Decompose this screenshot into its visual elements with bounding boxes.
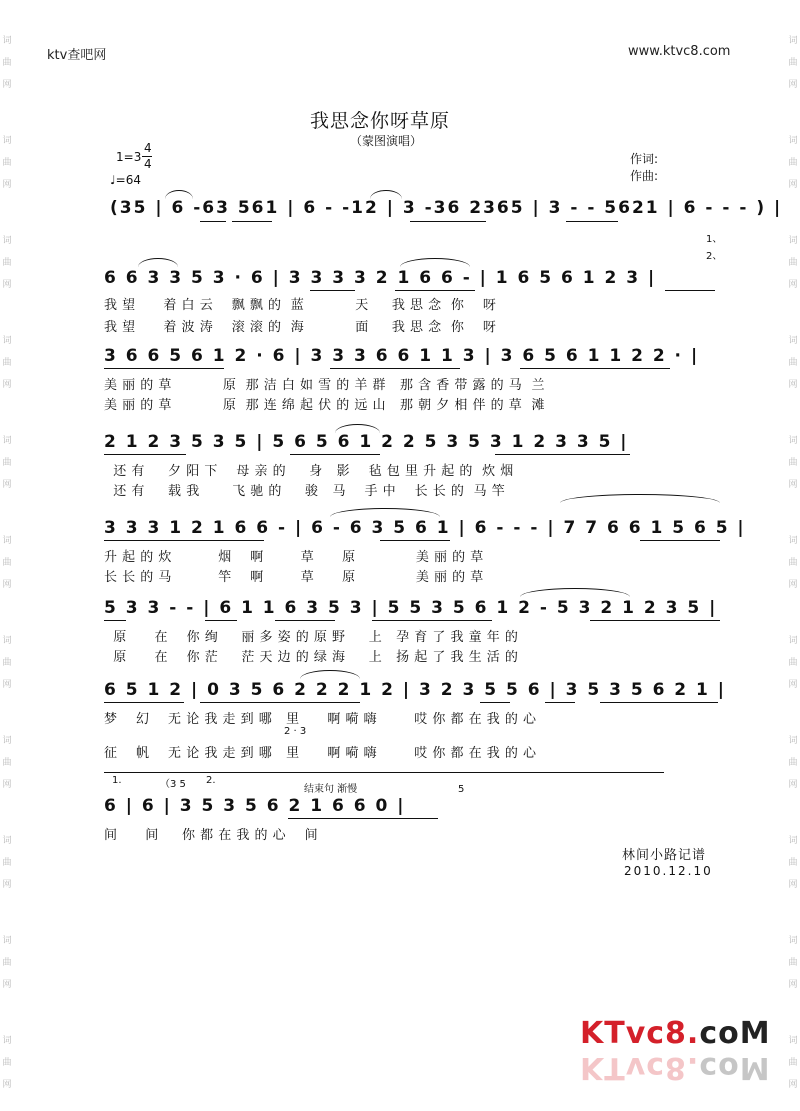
watermark-glyph: 曲 xyxy=(2,1058,12,1068)
watermark-glyph: 网 xyxy=(2,80,12,90)
watermark-glyph: 词 xyxy=(2,236,12,246)
watermark-glyph: 词 xyxy=(2,636,12,646)
volta-1-notes: （3 5 xyxy=(160,779,186,790)
key-signature: 1=3 xyxy=(116,150,142,164)
logo-reflection-dark: coM xyxy=(699,1050,771,1085)
watermark-glyph: 词 xyxy=(788,836,798,846)
watermark-glyph: 曲 xyxy=(788,958,798,968)
volta-bracket-line xyxy=(104,772,664,773)
watermark-glyph: 网 xyxy=(788,480,798,490)
notes-row-4: 3 3 3 1 2 1 6 6 - | 6 - 6 3 5 6 1 | 6 - - - | 7 7 6 6 1 5 6 5 | xyxy=(104,518,746,538)
watermark-glyph: 曲 xyxy=(788,558,798,568)
notes-row-3: 2 1 2 3 5 3 5 | 5 6 5 6 1 2 2 5 3 5 3 1 2 3 3 5 | xyxy=(104,432,629,452)
underline-beam xyxy=(288,818,438,819)
underline-beam xyxy=(104,702,184,703)
watermark-glyph: 网 xyxy=(2,180,12,190)
underline-beam xyxy=(410,221,486,222)
volta-2-label: 2. xyxy=(206,775,216,786)
watermark-glyph: 曲 xyxy=(788,658,798,668)
watermark-glyph: 网 xyxy=(2,680,12,690)
slur xyxy=(165,190,193,199)
watermark-glyph: 词 xyxy=(2,436,12,446)
lyrics-row-2-verse-2: 美 丽 的 草 原 那 连 绵 起 伏 的 远 山 那 朝 夕 相 伴 的 草 滩 xyxy=(104,398,545,413)
slur xyxy=(370,190,402,199)
watermark-glyph: 曲 xyxy=(2,258,12,268)
watermark-glyph: 曲 xyxy=(788,358,798,368)
watermark-glyph: 曲 xyxy=(2,58,12,68)
slur xyxy=(400,258,470,267)
lyrics-row-3-verse-2: 还 有 载 我 飞 驰 的 骏 马 手 中 长 长 的 马 竿 xyxy=(104,484,506,499)
watermark-glyph: 网 xyxy=(788,280,798,290)
transcriber-name: 林间小路记谱 xyxy=(622,848,707,863)
watermark-glyph: 曲 xyxy=(2,658,12,668)
watermark-glyph: 词 xyxy=(788,736,798,746)
watermark-glyph: 网 xyxy=(788,780,798,790)
underline-beam xyxy=(104,540,264,541)
lyrics-row-2-verse-1: 美 丽 的 草 原 那 洁 白 如 雪 的 羊 群 那 含 香 带 露 的 马 兰 xyxy=(104,378,545,393)
underline-beam xyxy=(310,290,355,291)
ktvc8-logo xyxy=(580,1016,771,1051)
underline-beam xyxy=(104,454,186,455)
watermark-glyph: 曲 xyxy=(2,458,12,468)
volta-1-label: 1. xyxy=(112,775,122,786)
slur xyxy=(330,508,440,517)
slur xyxy=(520,588,630,597)
watermark-glyph: 网 xyxy=(2,380,12,390)
watermark-glyph: 词 xyxy=(2,36,12,46)
lyrics-row-1-verse-1: 我 望 着 白 云 飘 飘 的 蓝 天 我 思 念 你 呀 xyxy=(104,298,497,313)
underline-beam xyxy=(566,221,618,222)
watermark-glyph: 曲 xyxy=(788,1058,798,1068)
slur xyxy=(300,670,360,679)
watermark-glyph: 曲 xyxy=(2,558,12,568)
song-subtitle: （蒙图演唱） xyxy=(350,134,423,148)
composer-label: 作曲: xyxy=(630,169,659,183)
lyrics-row-4-verse-1: 升 起 的 炊 烟 啊 草 原 美 丽 的 草 xyxy=(104,550,484,565)
watermark-glyph: 词 xyxy=(788,936,798,946)
slur xyxy=(335,424,380,433)
underline-beam xyxy=(275,620,335,621)
watermark-glyph: 网 xyxy=(2,880,12,890)
watermark-glyph: 词 xyxy=(788,336,798,346)
watermark-glyph: 词 xyxy=(788,236,798,246)
coda-label: 结束句 渐慢 xyxy=(304,784,358,795)
watermark-glyph: 词 xyxy=(788,636,798,646)
watermark-glyph: 曲 xyxy=(788,858,798,868)
underline-beam xyxy=(495,454,630,455)
watermark-glyph: 曲 xyxy=(2,858,12,868)
watermark-glyph: 网 xyxy=(788,180,798,190)
underline-beam xyxy=(480,702,510,703)
watermark-glyph: 词 xyxy=(2,836,12,846)
site-url-right: www.ktvc8.com xyxy=(628,44,731,59)
alternate-notes: 2 · 3 xyxy=(284,726,307,737)
watermark-glyph: 曲 xyxy=(788,758,798,768)
lyrics-row-3-verse-1: 还 有 夕 阳 下 母 亲 的 身 影 毡 包 里 升 起 的 炊 烟 xyxy=(104,464,514,479)
watermark-glyph: 网 xyxy=(788,80,798,90)
underline-beam xyxy=(665,290,715,291)
watermark-glyph: 曲 xyxy=(2,758,12,768)
watermark-glyph: 词 xyxy=(788,136,798,146)
notes-row-1: 6 6 3 3 5 3 · 6 | 3 3 3 3 2 1 6 6 - | 1 6 5 6 1 2 3 | xyxy=(104,268,657,288)
logo-reflection-red: KTvc8. xyxy=(580,1050,700,1085)
watermark-glyph: 网 xyxy=(788,680,798,690)
left-watermark-strip xyxy=(0,0,14,1111)
watermark-glyph: 词 xyxy=(2,336,12,346)
underline-beam xyxy=(640,540,720,541)
transcription-date: 2010.12.10 xyxy=(624,864,713,878)
watermark-glyph: 词 xyxy=(788,436,798,446)
watermark-glyph: 网 xyxy=(2,980,12,990)
underline-beam xyxy=(520,368,670,369)
lyrics-row-5-verse-2: 原 在 你 茫 茫 天 边 的 绿 海 上 扬 起 了 我 生 活 的 xyxy=(104,650,519,665)
slur xyxy=(138,258,178,267)
watermark-glyph: 网 xyxy=(788,380,798,390)
logo-text-dark: coM xyxy=(699,1016,771,1051)
watermark-glyph: 曲 xyxy=(788,458,798,468)
underline-beam xyxy=(380,540,450,541)
logo-text-red: KTvc8. xyxy=(580,1016,700,1051)
intro-notes: (35 | 6 -63 561 | 6 - -12 | 3 -36 2365 | 3 - - 5621 | 6 - - - ) | xyxy=(110,198,783,218)
tempo-marking: ♩=64 xyxy=(110,173,141,187)
underline-beam xyxy=(545,702,575,703)
underline-beam xyxy=(600,702,718,703)
watermark-glyph: 网 xyxy=(788,580,798,590)
underline-beam xyxy=(205,620,237,621)
underline-beam xyxy=(372,620,492,621)
watermark-glyph: 曲 xyxy=(788,258,798,268)
lyrics-row-4-verse-2: 长 长 的 马 竿 啊 草 原 美 丽 的 草 xyxy=(104,570,484,585)
watermark-glyph: 词 xyxy=(788,36,798,46)
lyrics-row-1-verse-2: 我 望 着 波 涛 滚 滚 的 海 面 我 思 念 你 呀 xyxy=(104,320,497,335)
watermark-glyph: 词 xyxy=(2,1036,12,1046)
watermark-glyph: 词 xyxy=(2,136,12,146)
watermark-glyph: 网 xyxy=(2,580,12,590)
lyrics-row-6-verse-1: 梦 幻 无 论 我 走 到 哪 里 啊 嗬 嗨 哎 你 都 在 我 的 心 xyxy=(104,712,537,727)
watermark-glyph: 曲 xyxy=(2,358,12,368)
underline-beam xyxy=(330,368,460,369)
song-title: 我思念你呀草原 xyxy=(310,110,451,132)
watermark-glyph: 曲 xyxy=(2,958,12,968)
watermark-glyph: 曲 xyxy=(2,158,12,168)
lyrics-row-6-verse-2: 征 帆 无 论 我 走 到 哪 里 啊 嗬 嗨 哎 你 都 在 我 的 心 xyxy=(104,746,537,761)
site-name-left: ktv查吧网 xyxy=(47,48,107,63)
verse-mark-1: 1、 xyxy=(706,234,723,245)
underline-beam xyxy=(232,221,272,222)
notes-row-7: 6 | 6 | 3 5 3 5 6 2 1 6 6 0 | xyxy=(104,796,406,816)
notes-row-6: 6 5 1 2 | 0 3 5 6 2 2 2 1 2 | 3 2 3 5 5 6 | 3 5 3 5 6 2 1 | xyxy=(104,680,727,700)
watermark-glyph: 词 xyxy=(2,936,12,946)
watermark-glyph: 网 xyxy=(788,980,798,990)
watermark-glyph: 网 xyxy=(2,1080,12,1090)
underline-beam xyxy=(395,290,475,291)
lyricist-label: 作词: xyxy=(630,152,659,166)
underline-beam xyxy=(104,368,224,369)
watermark-glyph: 曲 xyxy=(788,58,798,68)
right-watermark-strip xyxy=(786,0,800,1111)
underline-beam xyxy=(590,620,720,621)
verse-mark-2: 2、 xyxy=(706,251,723,262)
grace-note: 5 xyxy=(458,784,465,795)
watermark-glyph: 网 xyxy=(2,480,12,490)
underline-beam xyxy=(200,702,360,703)
ktvc8-logo-reflection xyxy=(580,1050,771,1085)
watermark-glyph: 网 xyxy=(2,280,12,290)
watermark-glyph: 词 xyxy=(788,1036,798,1046)
watermark-glyph: 网 xyxy=(788,1080,798,1090)
slur xyxy=(560,494,720,503)
watermark-glyph: 网 xyxy=(788,880,798,890)
watermark-glyph: 词 xyxy=(2,536,12,546)
lyrics-row-5-verse-1: 原 在 你 绚 丽 多 姿 的 原 野 上 孕 育 了 我 童 年 的 xyxy=(104,630,519,645)
watermark-glyph: 词 xyxy=(2,736,12,746)
time-signature-top: 4 xyxy=(144,141,152,155)
watermark-glyph: 词 xyxy=(788,536,798,546)
underline-beam xyxy=(200,221,226,222)
watermark-glyph: 曲 xyxy=(788,158,798,168)
lyrics-row-7: 间 间 你 都 在 我 的 心 间 xyxy=(104,828,319,843)
notes-row-5: 5 3 3 - - | 6 1 1 6 3 5 3 | 5 5 3 5 6 1 2 - 5 3 2 1 2 3 5 | xyxy=(104,598,718,618)
notes-row-2: 3 6 6 5 6 1 2 · 6 | 3 3 3 6 6 1 1 3 | 3 6 5 6 1 1 2 2 · | xyxy=(104,346,700,366)
watermark-glyph: 网 xyxy=(2,780,12,790)
underline-beam xyxy=(104,620,126,621)
underline-beam xyxy=(290,454,380,455)
time-signature-bottom: 4 xyxy=(144,157,152,171)
